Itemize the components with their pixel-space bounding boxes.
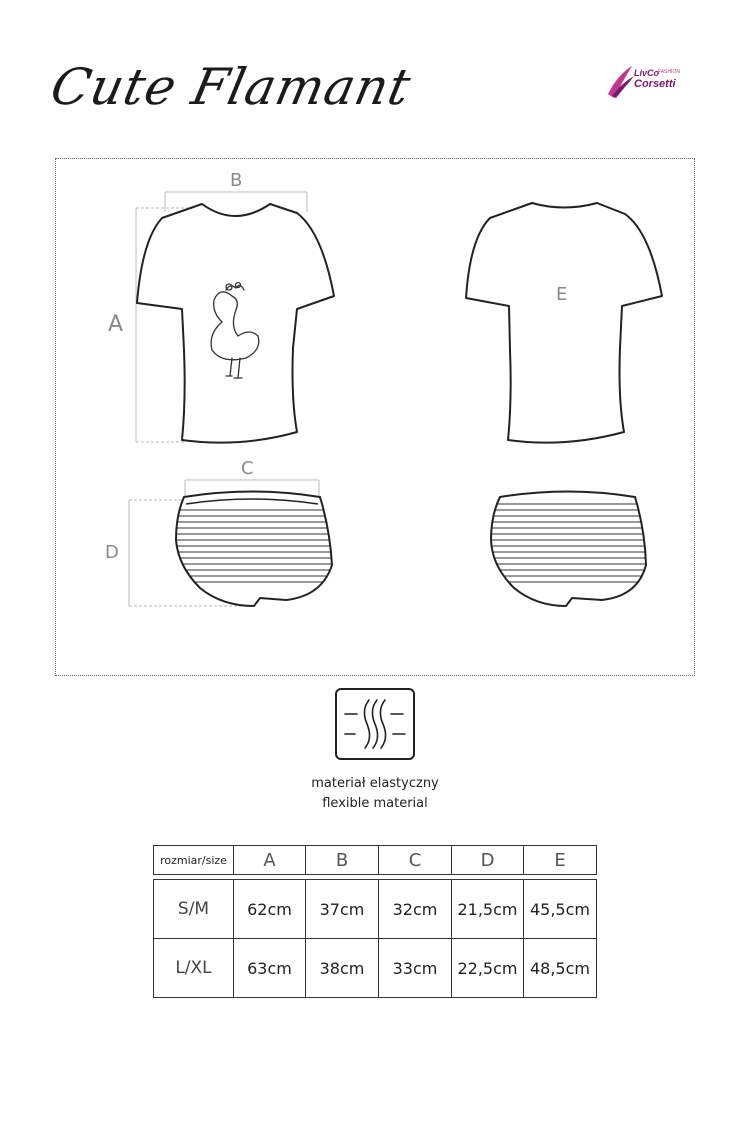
dim-label-e: E <box>556 284 568 305</box>
dim-label-b: B <box>230 170 243 191</box>
size-header-label: rozmiar/size <box>154 846 234 875</box>
table-cell: 37cm <box>306 880 379 939</box>
dim-label-a: A <box>108 312 124 337</box>
table-cell: 45,5cm <box>524 880 597 939</box>
table-cell: 32cm <box>379 880 452 939</box>
table-cell: 62cm <box>234 880 306 939</box>
size-col-c: C <box>379 846 452 875</box>
table-cell: 48,5cm <box>524 939 597 998</box>
size-table <box>153 845 597 998</box>
table-row <box>154 939 597 998</box>
table-row <box>154 880 597 939</box>
dim-label-c: C <box>241 458 254 479</box>
logo-tag: FASHION <box>658 69 680 75</box>
tshirt-front <box>137 204 334 443</box>
table-cell: 38cm <box>306 939 379 998</box>
shorts-front <box>170 492 340 607</box>
tshirt-back <box>466 203 662 443</box>
shorts-back <box>485 492 655 607</box>
table-cell: 22,5cm <box>452 939 524 998</box>
care-text-pl: materiał elastyczny <box>311 776 439 791</box>
flexible-material-icon <box>333 686 417 762</box>
table-cell: 63cm <box>234 939 306 998</box>
size-col-b: B <box>306 846 379 875</box>
dim-label-d: D <box>105 542 119 563</box>
size-table-header <box>154 846 597 875</box>
logo-text-line1: LivCo <box>634 68 660 78</box>
table-cell: 33cm <box>379 939 452 998</box>
size-col-d: D <box>452 846 524 875</box>
size-row-label: S/M <box>154 880 234 939</box>
size-row-label: L/XL <box>154 939 234 998</box>
care-text-en: flexible material <box>322 796 428 811</box>
table-cell: 21,5cm <box>452 880 524 939</box>
product-title: Cute Flamant <box>45 58 417 116</box>
size-col-e: E <box>524 846 597 875</box>
logo-text-line2: Corsetti <box>634 78 676 90</box>
size-col-a: A <box>234 846 306 875</box>
